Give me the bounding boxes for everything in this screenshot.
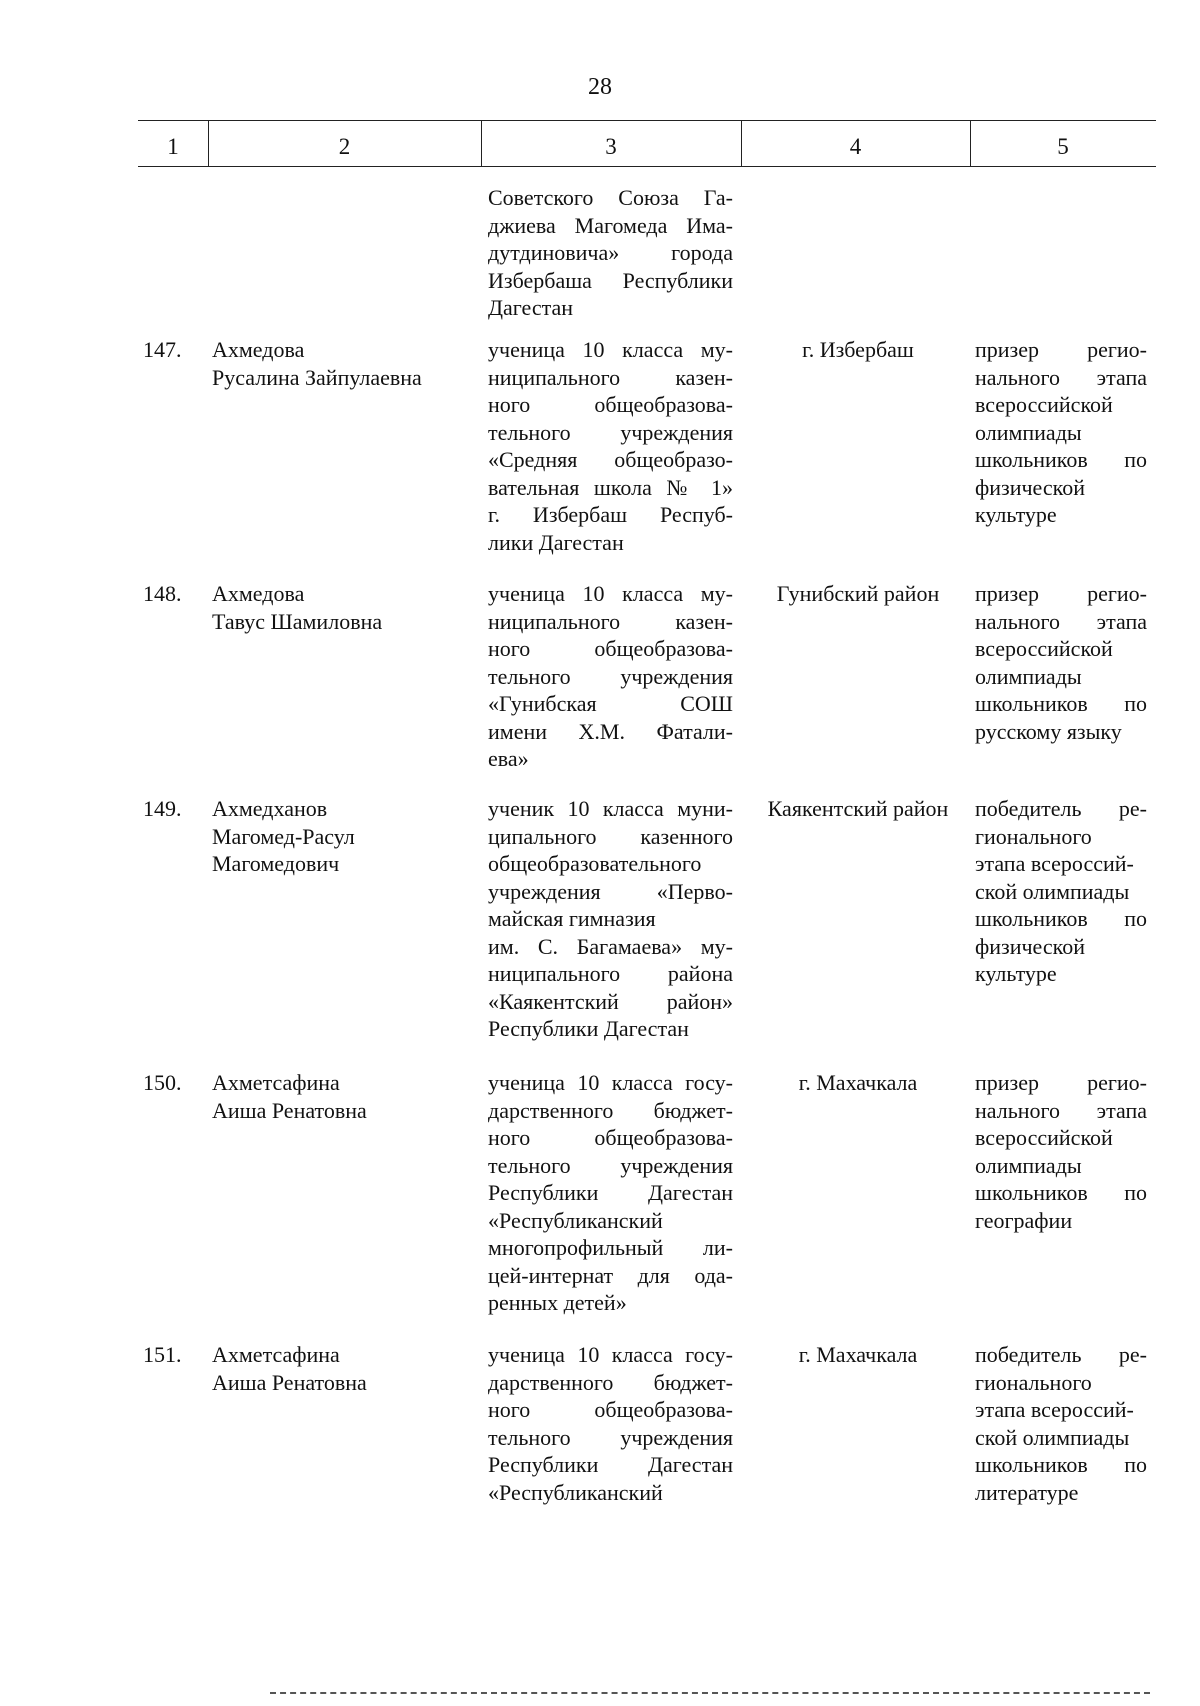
achievement-line: школьников по <box>975 691 1147 716</box>
achievement-line: ской олимпиады <box>975 1424 1130 1450</box>
institution-line: ципального казенного <box>488 823 733 849</box>
institution-line: «Республиканский <box>488 1207 663 1233</box>
achievement-line: географии <box>975 1207 1073 1233</box>
institution-line: тельного учреждения <box>488 1152 733 1178</box>
student-name-line: Ахмедова <box>212 581 305 606</box>
institution-line: многопрофильный ли- <box>488 1235 733 1260</box>
achievement-line: школьников по <box>975 1180 1147 1205</box>
student-name-cell <box>212 336 472 391</box>
institution-cell <box>488 1069 733 1317</box>
institution-line: тельного учреждения <box>488 1424 733 1450</box>
student-name-line: Ахметсафина <box>212 1070 340 1095</box>
institution-line: общеобразовательного <box>488 851 702 876</box>
student-name-line: Русалина Зайпулаевна <box>212 364 422 390</box>
institution-cell <box>488 795 733 1043</box>
achievement-cell <box>975 336 1147 529</box>
student-name-cell <box>212 580 472 635</box>
institution-line: ниципального казен- <box>488 364 733 390</box>
institution-line: «Республиканский <box>488 1479 663 1505</box>
institution-line: цей-интернат для ода- <box>488 1262 733 1288</box>
achievement-line: нального этапа <box>975 608 1147 634</box>
achievement-line: олимпиады <box>975 663 1082 689</box>
institution-line: ного общеобразова- <box>488 1397 733 1422</box>
institution-line: ученица 10 класса госу- <box>488 1342 733 1367</box>
achievement-line: олимпиады <box>975 1152 1082 1178</box>
achievement-cell <box>975 580 1147 745</box>
institution-line: Республики Дагестан <box>488 1016 689 1041</box>
achievement-line: гионального <box>975 823 1092 849</box>
institution-line: вательная школа № 1» <box>488 474 733 500</box>
institution-line: ученица 10 класса му- <box>488 337 733 362</box>
institution-line: Дагестан <box>488 295 574 320</box>
institution-line: ниципального казен- <box>488 608 733 634</box>
student-name-line: Ахметсафина <box>212 1342 340 1367</box>
table-header <box>138 120 1156 176</box>
institution-line: Избербаша Республики <box>488 267 733 293</box>
achievement-line: победитель ре- <box>975 796 1147 821</box>
student-name-line: Тавус Шамиловна <box>212 608 383 634</box>
achievement-line: ской олимпиады <box>975 878 1130 904</box>
location-cell: г. Избербаш <box>802 337 914 362</box>
column-header-2: 2 <box>338 134 351 159</box>
column-header-3: 3 <box>605 134 617 159</box>
institution-line: Республики Дагестан <box>488 1452 733 1477</box>
institution-line: тельного учреждения <box>488 419 733 445</box>
student-name-line: Магомед-Расул <box>212 823 355 849</box>
institution-line: Советского Союза Га- <box>488 185 733 210</box>
achievement-line: физической <box>975 474 1085 500</box>
achievement-line: гионального <box>975 1369 1092 1395</box>
achievement-line: нального этапа <box>975 1097 1147 1123</box>
row-number: 148. <box>143 581 182 606</box>
student-name-cell <box>212 1341 472 1396</box>
institution-cell <box>488 580 733 773</box>
location-cell: г. Махачкала <box>798 1342 918 1367</box>
institution-cell <box>488 1341 733 1506</box>
institution-line: ниципального района <box>488 961 733 986</box>
institution-line: ученица 10 класса му- <box>488 581 733 606</box>
achievement-line: литературе <box>975 1479 1079 1505</box>
achievement-cell <box>975 1341 1147 1506</box>
institution-line: ного общеобразова- <box>488 1125 733 1150</box>
achievement-line: нального этапа <box>975 364 1147 390</box>
location-cell: Гунибский район <box>776 581 940 606</box>
student-name-cell <box>212 1069 472 1124</box>
achievement-line: всероссийской <box>975 392 1113 417</box>
achievement-line: олимпиады <box>975 419 1082 445</box>
institution-line: майская гимназия <box>488 906 656 931</box>
page-number: 28 <box>588 74 612 100</box>
achievement-line: культуре <box>975 502 1057 527</box>
institution-line: ученик 10 класса муни- <box>488 796 733 821</box>
column-header-5: 5 <box>1057 134 1069 159</box>
student-name-line: Аиша Ренатовна <box>212 1369 367 1395</box>
column-header-4: 4 <box>849 134 862 159</box>
institution-line: дарственного бюджет- <box>488 1369 733 1395</box>
institution-line: дутдиновича» города <box>488 240 733 265</box>
location-cell: г. Махачкала <box>798 1070 918 1095</box>
institution-line: Республики Дагестан <box>488 1180 733 1205</box>
student-name-line: Магомедович <box>212 851 340 876</box>
achievement-line: призер регио- <box>975 337 1147 362</box>
achievement-line: всероссийской <box>975 1125 1113 1150</box>
institution-line: им. С. Багамаева» му- <box>488 933 733 959</box>
row-number: 147. <box>143 337 182 362</box>
row-number: 150. <box>143 1070 182 1095</box>
institution-cell <box>488 184 733 322</box>
institution-line: ренных детей» <box>488 1290 627 1315</box>
institution-line: имени Х.М. Фатали- <box>488 718 733 744</box>
achievement-line: призер регио- <box>975 1070 1147 1095</box>
achievement-line: русскому языку <box>975 718 1122 744</box>
institution-cell <box>488 336 733 556</box>
row-number: 149. <box>143 796 182 821</box>
achievement-line: школьников по <box>975 1452 1147 1477</box>
achievement-line: этапа всероссий- <box>975 1397 1134 1422</box>
page-bottom-rule <box>270 1692 1150 1694</box>
institution-line: тельного учреждения <box>488 663 733 689</box>
achievement-cell <box>975 1069 1147 1234</box>
institution-line: ного общеобразова- <box>488 636 733 661</box>
achievement-line: культуре <box>975 961 1057 986</box>
institution-line: ученица 10 класса госу- <box>488 1070 733 1095</box>
student-name-line: Ахмедова <box>212 337 305 362</box>
institution-line: ева» <box>488 746 529 771</box>
student-name-line: Аиша Ренатовна <box>212 1097 367 1123</box>
institution-line: джиева Магомеда Има- <box>488 212 733 238</box>
achievement-line: победитель ре- <box>975 1342 1147 1367</box>
institution-line: г. Избербаш Респуб- <box>488 502 733 527</box>
institution-line: «Каякентский район» <box>488 988 733 1014</box>
institution-line: «Средняя общеобразо- <box>488 447 733 472</box>
achievement-line: школьников по <box>975 447 1147 472</box>
row-number: 151. <box>143 1342 182 1367</box>
achievement-line: всероссийской <box>975 636 1113 661</box>
location-cell: Каякентский район <box>767 796 949 821</box>
column-header-1: 1 <box>167 134 179 159</box>
achievement-line: физической <box>975 933 1085 959</box>
institution-line: дарственного бюджет- <box>488 1097 733 1123</box>
institution-line: ного общеобразова- <box>488 392 733 417</box>
student-name-line: Ахмедханов <box>212 796 328 821</box>
institution-line: «Гунибская СОШ <box>488 691 733 716</box>
student-name-cell <box>212 795 472 878</box>
achievement-line: этапа всероссий- <box>975 851 1134 876</box>
achievement-cell <box>975 795 1147 988</box>
institution-line: учреждения «Перво- <box>488 878 733 904</box>
institution-line: лики Дагестан <box>488 529 624 555</box>
achievement-line: школьников по <box>975 906 1147 931</box>
achievement-line: призер регио- <box>975 581 1147 606</box>
